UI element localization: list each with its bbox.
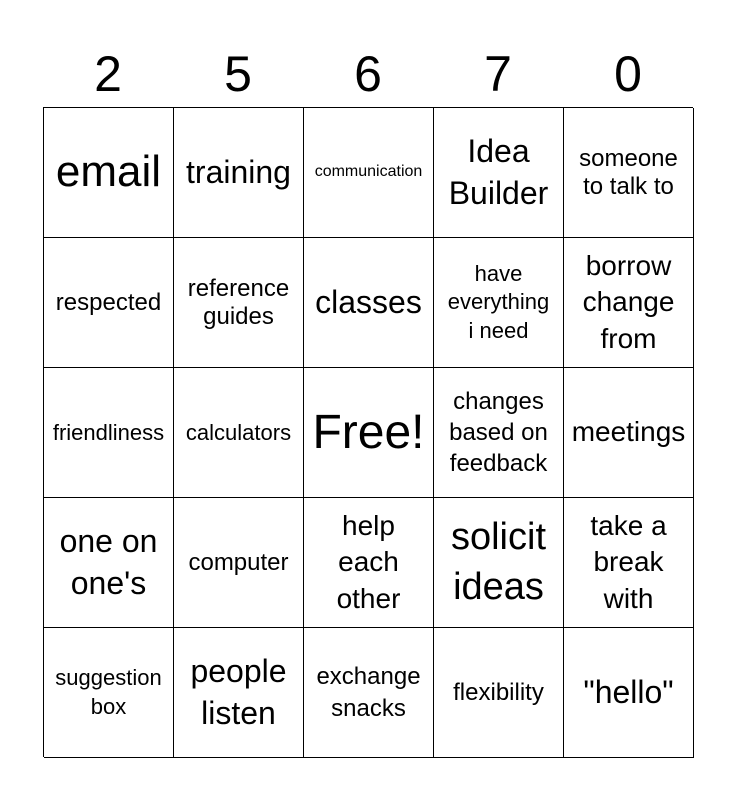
- cell-label: one on one's: [59, 522, 158, 601]
- header-number-2: 5: [224, 46, 252, 102]
- header-number-1: 2: [94, 46, 122, 102]
- bingo-cell-r4-c1[interactable]: [44, 498, 174, 628]
- cell-label: classes: [315, 284, 422, 321]
- cell-label: respected: [55, 288, 162, 316]
- bingo-cell-r2-c3[interactable]: [304, 238, 434, 368]
- bingo-cell-r3-c5[interactable]: [564, 368, 694, 498]
- header-number-4: 7: [484, 46, 512, 102]
- cell-label: computer: [188, 548, 289, 576]
- cell-label: meetings: [571, 416, 686, 448]
- bingo-cell-r2-c4[interactable]: [434, 238, 564, 368]
- bingo-board: [43, 107, 693, 757]
- cell-label: borrow change from: [582, 249, 675, 354]
- cell-label: reference guides: [187, 274, 290, 330]
- cell-label: have everything i need: [447, 260, 550, 343]
- bingo-cell-r5-c4[interactable]: [434, 628, 564, 758]
- cell-label: "hello": [583, 674, 674, 711]
- cell-label: solicit ideas: [450, 516, 547, 608]
- cell-label: calculators: [185, 419, 292, 445]
- bingo-cell-r1-c3[interactable]: [304, 108, 434, 238]
- bingo-cell-r2-c5[interactable]: [564, 238, 694, 368]
- cell-label: flexibility: [453, 678, 544, 706]
- bingo-cell-r1-c5[interactable]: [564, 108, 694, 238]
- cell-label: take a break with: [590, 509, 667, 614]
- cell-label: someone to talk to: [579, 144, 678, 200]
- free-space-label: Free!: [312, 405, 425, 459]
- cell-label: people listen: [190, 652, 287, 731]
- bingo-cell-r1-c2[interactable]: [174, 108, 304, 238]
- bingo-cell-r4-c2[interactable]: [174, 498, 304, 628]
- bingo-cell-r4-c5[interactable]: [564, 498, 694, 628]
- bingo-cell-r3-c2[interactable]: [174, 368, 304, 498]
- cell-label: Idea Builder: [448, 132, 549, 211]
- cell-label: friendliness: [52, 419, 165, 445]
- bingo-cell-r5-c3[interactable]: [304, 628, 434, 758]
- header-number-5: 0: [614, 46, 642, 102]
- cell-label: help each other: [336, 509, 401, 614]
- bingo-cell-r4-c4[interactable]: [434, 498, 564, 628]
- bingo-cell-free[interactable]: [304, 368, 434, 498]
- bingo-cell-r3-c4[interactable]: [434, 368, 564, 498]
- bingo-cell-r1-c4[interactable]: [434, 108, 564, 238]
- bingo-cell-r2-c2[interactable]: [174, 238, 304, 368]
- bingo-cell-r1-c1[interactable]: [44, 108, 174, 238]
- cell-label: changes based on feedback: [449, 387, 548, 478]
- bingo-cell-r2-c1[interactable]: [44, 238, 174, 368]
- bingo-cell-r5-c5[interactable]: [564, 628, 694, 758]
- cell-label: suggestion box: [55, 664, 162, 719]
- cell-label: exchange snacks: [316, 663, 421, 722]
- bingo-header: [43, 42, 693, 106]
- header-number-3: 6: [354, 46, 382, 102]
- cell-label: communication: [314, 163, 423, 181]
- bingo-cell-r3-c1[interactable]: [44, 368, 174, 498]
- cell-label: email: [55, 147, 162, 197]
- cell-label: training: [186, 154, 291, 191]
- bingo-cell-r4-c3[interactable]: [304, 498, 434, 628]
- bingo-cell-r5-c2[interactable]: [174, 628, 304, 758]
- bingo-cell-r5-c1[interactable]: [44, 628, 174, 758]
